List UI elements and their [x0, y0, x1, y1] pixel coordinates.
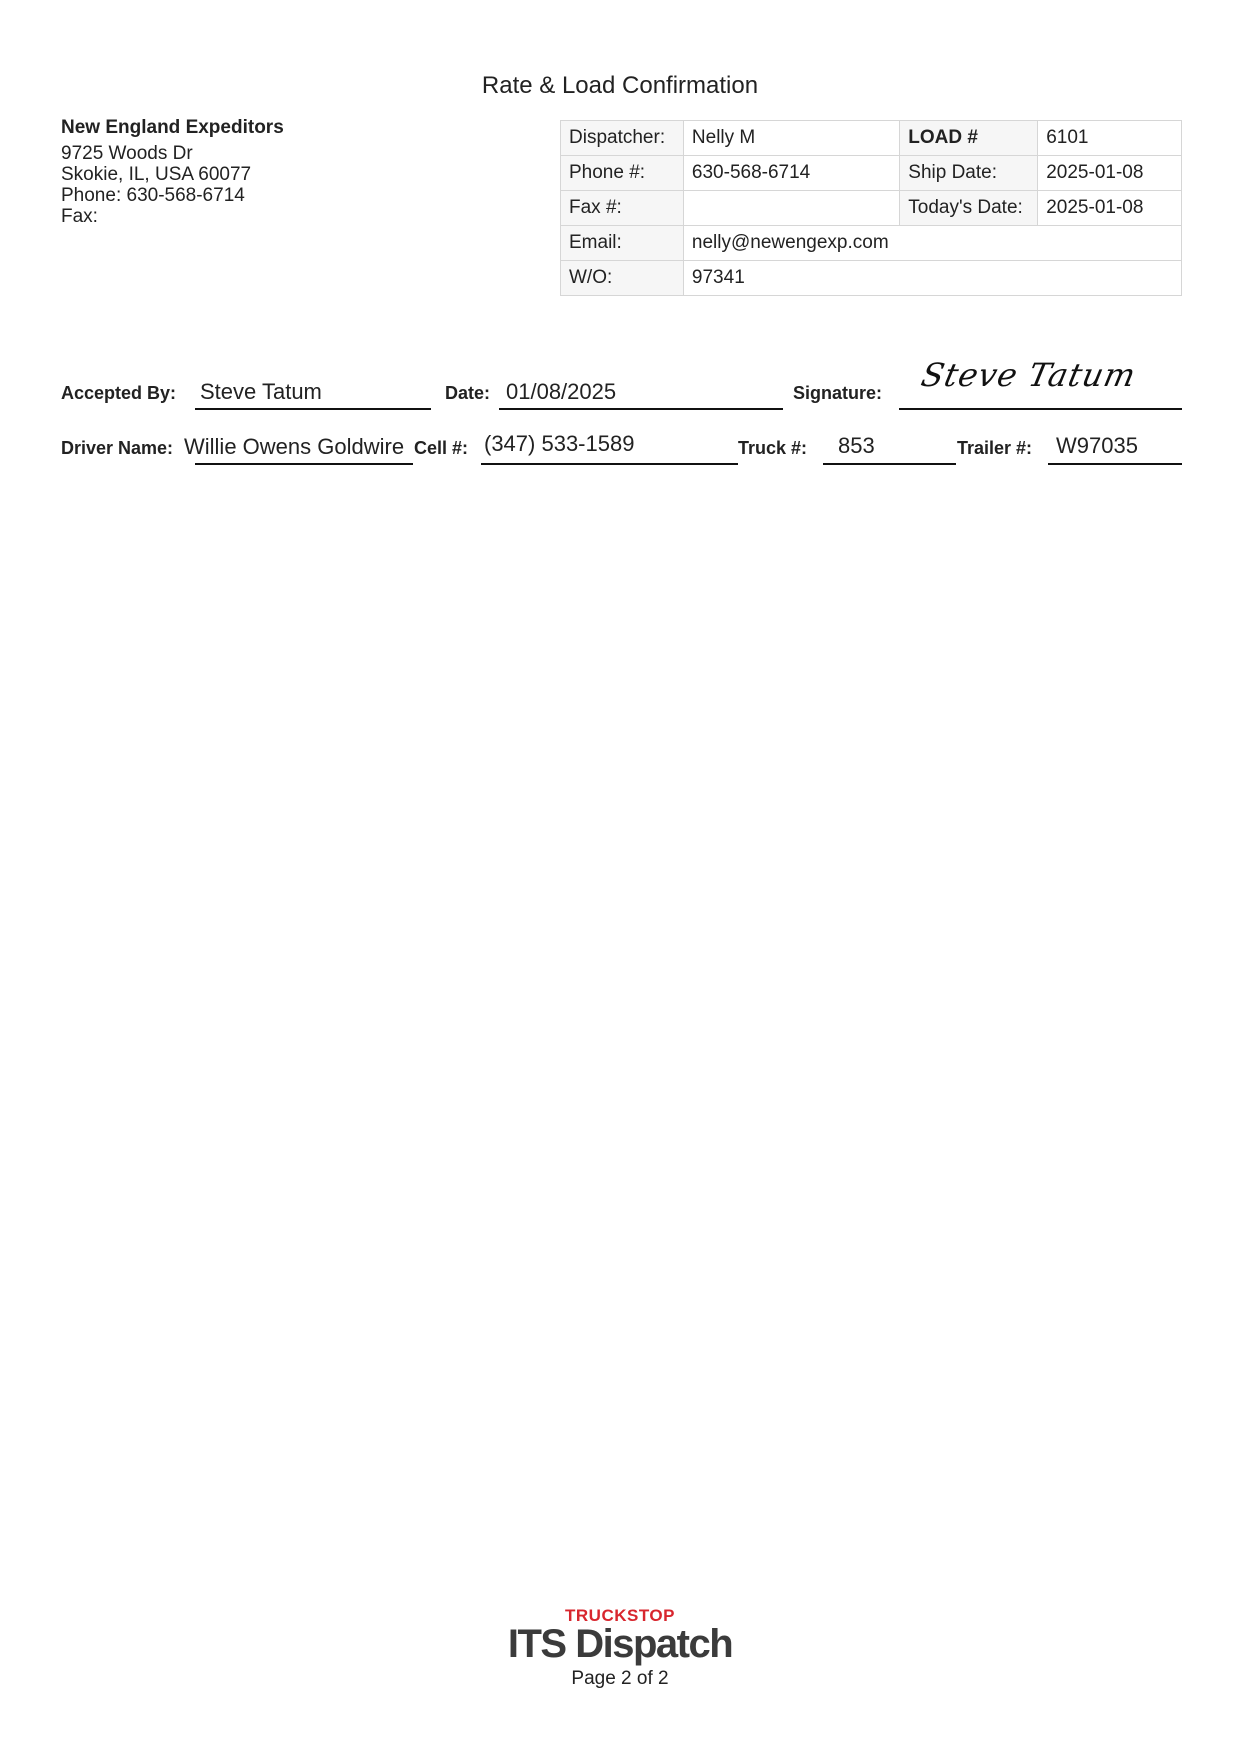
- dispatcher-label: Dispatcher:: [561, 121, 684, 156]
- table-row: [561, 261, 1182, 296]
- trailer-value: W97035: [1056, 433, 1138, 458]
- cell-label: Cell #:: [414, 438, 469, 458]
- phone-label: Phone #:: [561, 156, 684, 191]
- signature-image: Steve Tatum: [917, 356, 1140, 394]
- driver-name-label: Driver Name:: [61, 438, 174, 458]
- fax-value: [683, 191, 899, 226]
- company-name: New England Expeditors: [61, 117, 284, 138]
- company-address-line2: Skokie, IL, USA 60077: [61, 164, 252, 185]
- company-address-line1: 9725 Woods Dr: [61, 143, 193, 164]
- todays-date-label: Today's Date:: [900, 191, 1038, 226]
- company-block: [61, 117, 284, 227]
- ship-date-value: 2025-01-08: [1038, 156, 1182, 191]
- document-title: Rate & Load Confirmation: [481, 72, 759, 99]
- wo-value: 97341: [683, 261, 1181, 296]
- accepted-by-label: Accepted By:: [61, 383, 177, 403]
- truck-value: 853: [838, 433, 875, 458]
- load-info-table: [560, 120, 1182, 296]
- fax-label: Fax #:: [561, 191, 684, 226]
- signature-label: Signature:: [793, 383, 883, 403]
- table-row: [561, 226, 1182, 261]
- truckstop-logo-text: TRUCKSTOP: [565, 1606, 675, 1625]
- table-row: [561, 191, 1182, 226]
- load-number-label: LOAD #: [900, 121, 1038, 156]
- email-label: Email:: [561, 226, 684, 261]
- email-value: nelly@newengexp.com: [683, 226, 1181, 261]
- load-number-value: 6101: [1038, 121, 1182, 156]
- cell-value: (347) 533-1589: [484, 431, 635, 456]
- page-number: Page 2 of 2: [571, 1668, 669, 1689]
- truck-label: Truck #:: [738, 438, 808, 458]
- driver-name-value: Willie Owens Goldwire: [184, 434, 405, 459]
- date-value: 01/08/2025: [506, 379, 617, 404]
- its-dispatch-logo: ITS Dispatch: [507, 1622, 733, 1666]
- company-fax: Fax:: [61, 206, 98, 227]
- accepted-by-value: Steve Tatum: [200, 379, 322, 404]
- table-row: [561, 121, 1182, 156]
- company-phone: Phone: 630-568-6714: [61, 185, 245, 206]
- trailer-label: Trailer #:: [957, 438, 1033, 458]
- ship-date-label: Ship Date:: [900, 156, 1038, 191]
- table-row: [561, 156, 1182, 191]
- phone-value: 630-568-6714: [683, 156, 899, 191]
- footer: [0, 1606, 1240, 1690]
- wo-label: W/O:: [561, 261, 684, 296]
- dispatcher-value: Nelly M: [683, 121, 899, 156]
- date-label: Date:: [445, 383, 491, 403]
- todays-date-value: 2025-01-08: [1038, 191, 1182, 226]
